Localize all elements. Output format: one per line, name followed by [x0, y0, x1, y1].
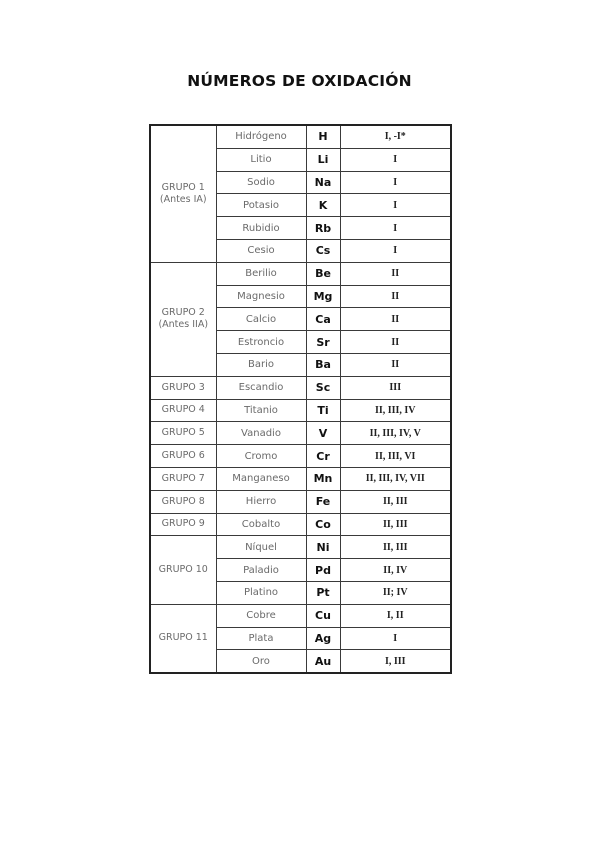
element-symbol: Fe — [306, 490, 340, 513]
element-symbol: Ag — [306, 627, 340, 650]
element-symbol: Rb — [306, 217, 340, 240]
oxidation-numbers: I — [340, 217, 451, 240]
table-row — [150, 490, 451, 513]
oxidation-numbers: I — [340, 627, 451, 650]
element-name: Titanio — [216, 399, 306, 422]
oxidation-numbers: II — [340, 262, 451, 285]
oxidation-numbers: II, IV — [340, 559, 451, 582]
element-symbol: Sc — [306, 376, 340, 399]
oxidation-table-body — [150, 125, 451, 673]
table-row — [150, 513, 451, 536]
element-symbol: K — [306, 194, 340, 217]
group-name: GRUPO 10 — [150, 536, 216, 604]
oxidation-numbers: II — [340, 331, 451, 354]
element-name: Paladio — [216, 559, 306, 582]
oxidation-numbers: II, III, IV, VII — [340, 467, 451, 490]
oxidation-numbers: II, III, IV — [340, 399, 451, 422]
group-name: GRUPO 9 — [150, 513, 216, 536]
element-name: Potasio — [216, 194, 306, 217]
element-name: Magnesio — [216, 285, 306, 308]
element-symbol: Mn — [306, 467, 340, 490]
table-row — [150, 467, 451, 490]
oxidation-numbers: I, III — [340, 650, 451, 673]
element-name: Rubidio — [216, 217, 306, 240]
group-cell — [150, 125, 216, 262]
table-row — [150, 125, 451, 148]
table-row — [150, 604, 451, 627]
element-symbol: Ti — [306, 399, 340, 422]
element-symbol: Ni — [306, 536, 340, 559]
group-name: GRUPO 3 — [150, 376, 216, 399]
oxidation-numbers: I, -I* — [340, 125, 451, 148]
oxidation-numbers: II, III, IV, V — [340, 422, 451, 445]
oxidation-numbers: I — [340, 148, 451, 171]
element-symbol: Co — [306, 513, 340, 536]
element-name: Plata — [216, 627, 306, 650]
element-symbol: V — [306, 422, 340, 445]
group-name: GRUPO 6 — [150, 445, 216, 468]
element-symbol: Be — [306, 262, 340, 285]
element-symbol: H — [306, 125, 340, 148]
oxidation-numbers: II — [340, 308, 451, 331]
element-symbol: Au — [306, 650, 340, 673]
oxidation-numbers: II, III — [340, 536, 451, 559]
element-name: Berilio — [216, 262, 306, 285]
element-name: Oro — [216, 650, 306, 673]
oxidation-numbers: I, II — [340, 604, 451, 627]
element-name: Hidrógeno — [216, 125, 306, 148]
table-row — [150, 445, 451, 468]
element-name: Escandio — [216, 376, 306, 399]
element-symbol: Na — [306, 171, 340, 194]
element-symbol: Cr — [306, 445, 340, 468]
group-name: GRUPO 4 — [150, 399, 216, 422]
oxidation-numbers: II — [340, 285, 451, 308]
page-title: NÚMEROS DE OXIDACIÓN — [187, 72, 412, 90]
element-name: Calcio — [216, 308, 306, 331]
group-name: GRUPO 5 — [150, 422, 216, 445]
oxidation-numbers: II, III — [340, 490, 451, 513]
group-name: GRUPO 7 — [150, 467, 216, 490]
oxidation-numbers: II; IV — [340, 581, 451, 604]
group-name: GRUPO 8 — [150, 490, 216, 513]
element-symbol: Li — [306, 148, 340, 171]
element-name: Manganeso — [216, 467, 306, 490]
table-row — [150, 422, 451, 445]
oxidation-numbers: II — [340, 353, 451, 376]
oxidation-numbers: III — [340, 376, 451, 399]
group-name: GRUPO 11 — [150, 604, 216, 673]
oxidation-numbers: I — [340, 194, 451, 217]
element-symbol: Pt — [306, 581, 340, 604]
element-symbol: Sr — [306, 331, 340, 354]
element-name: Cobre — [216, 604, 306, 627]
group-name: GRUPO 2 — [161, 307, 205, 319]
element-symbol: Pd — [306, 559, 340, 582]
oxidation-numbers: I — [340, 239, 451, 262]
element-name: Vanadio — [216, 422, 306, 445]
element-name: Bario — [216, 353, 306, 376]
table-row — [150, 536, 451, 559]
element-name: Níquel — [216, 536, 306, 559]
group-subtitle: (Antes IIA) — [158, 319, 209, 331]
element-name: Hierro — [216, 490, 306, 513]
oxidation-numbers: II, III, VI — [340, 445, 451, 468]
table-row — [150, 399, 451, 422]
table-row — [150, 376, 451, 399]
element-name: Estroncio — [216, 331, 306, 354]
element-symbol: Cu — [306, 604, 340, 627]
element-symbol: Ba — [306, 353, 340, 376]
element-name: Cobalto — [216, 513, 306, 536]
element-symbol: Mg — [306, 285, 340, 308]
element-symbol: Ca — [306, 308, 340, 331]
oxidation-table — [149, 124, 452, 674]
group-subtitle: (Antes IA) — [159, 193, 207, 205]
element-name: Platino — [216, 581, 306, 604]
element-name: Cromo — [216, 445, 306, 468]
oxidation-numbers: I — [340, 171, 451, 194]
element-name: Cesio — [216, 239, 306, 262]
group-name: GRUPO 1 — [161, 181, 205, 193]
element-symbol: Cs — [306, 239, 340, 262]
table-row — [150, 262, 451, 285]
element-name: Litio — [216, 148, 306, 171]
group-cell — [150, 262, 216, 376]
oxidation-numbers: II, III — [340, 513, 451, 536]
element-name: Sodio — [216, 171, 306, 194]
